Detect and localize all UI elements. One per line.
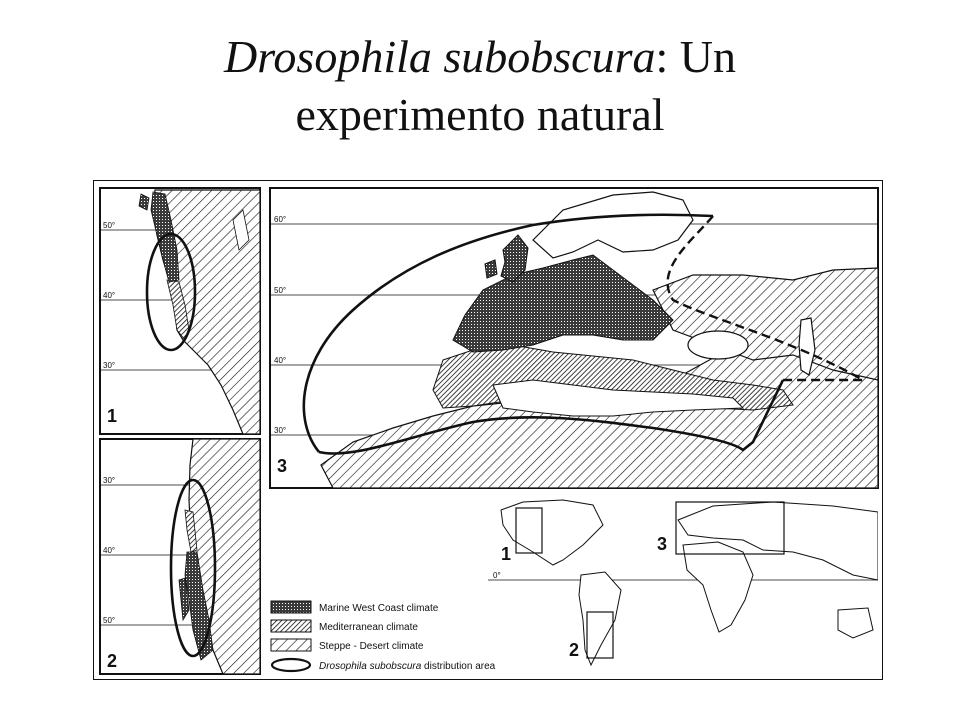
world-equator-label: 0° [493, 571, 501, 580]
panel-1-lat-label: 30° [103, 361, 116, 370]
world-box-label: 3 [657, 534, 668, 554]
panel-3-lat-label: 60° [274, 215, 287, 224]
panel-2-lat-label: 50° [103, 616, 116, 625]
legend-label-marine: Marine West Coast climate [319, 603, 439, 614]
world-box-label: 1 [501, 544, 512, 564]
panel-1-north-america [100, 188, 260, 434]
legend-swatch-steppe [271, 639, 311, 651]
legend-label-mediterranean: Mediterranean climate [319, 622, 418, 633]
panel-2-number: 2 [107, 651, 118, 671]
title-line-1 [0, 28, 960, 86]
panel-1-lat-label: 40° [103, 291, 116, 300]
legend-species: Drosophila subobscura [319, 661, 422, 672]
title-line-1-rest: : Un [655, 31, 736, 82]
title-line-2: experimento natural [295, 89, 665, 140]
climate-map-figure [93, 180, 883, 680]
legend-label-distribution [319, 661, 496, 672]
legend-distribution-suffix: distribution area [421, 661, 496, 672]
panel-3-lat-label: 30° [274, 426, 287, 435]
slide-title [0, 28, 960, 144]
legend-swatch-marine [271, 601, 311, 613]
world-box-label: 2 [569, 640, 580, 660]
panel-2-south-america [100, 439, 260, 674]
panel-3-lat-label: 50° [274, 286, 287, 295]
panel-2-lat-label: 40° [103, 546, 116, 555]
panel-2-lat-label: 30° [103, 476, 116, 485]
panel-1-lat-label: 50° [103, 221, 116, 230]
panel-3-number: 3 [277, 456, 288, 476]
panel-1-number: 1 [107, 406, 118, 426]
species-name: Drosophila subobscura [224, 31, 656, 82]
legend-label-steppe: Steppe - Desert climate [319, 641, 424, 652]
legend-swatch-mediterranean [271, 620, 311, 632]
panel-3-black-sea [688, 331, 748, 359]
panel-3-europe [270, 188, 878, 488]
panel-3-lat-label: 40° [274, 356, 287, 365]
